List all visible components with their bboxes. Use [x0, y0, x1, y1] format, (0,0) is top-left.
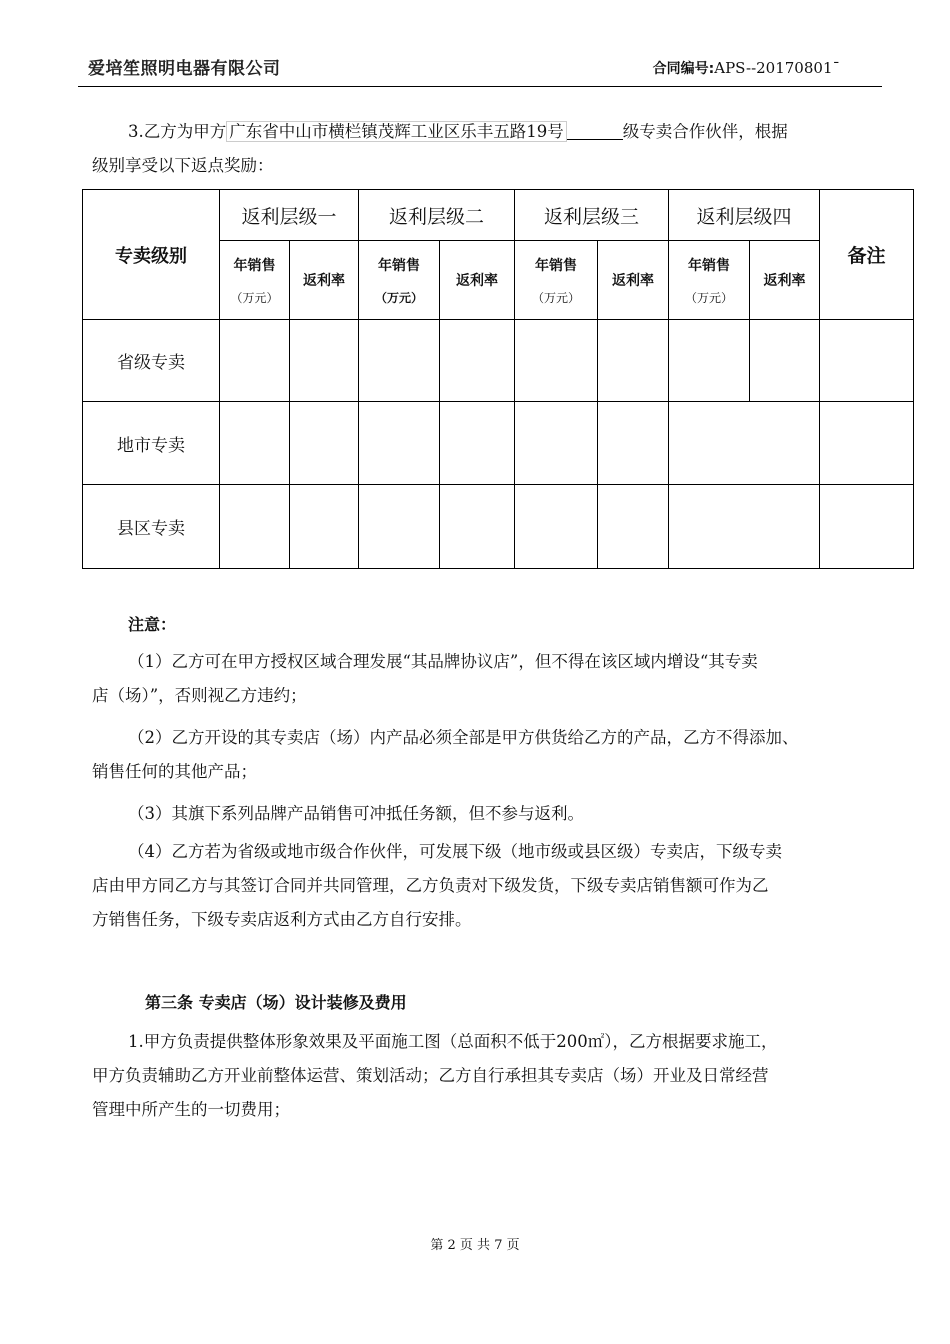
- rebate-table: [82, 189, 914, 569]
- clause-3: 3.乙方为甲方 广东省中山市横栏镇茂辉工业区乐丰五路19号 级专卖合作伙伴，根据 级别享受以下返点奖励：: [92, 122, 788, 175]
- table-cell: [290, 320, 359, 402]
- table-cell: [220, 402, 290, 485]
- sales-header: 年销售 （万元）: [669, 241, 750, 320]
- table-cell: [359, 320, 440, 402]
- table-cell: [820, 320, 914, 402]
- table-cell: [669, 320, 750, 402]
- tier-2-header: 返利层级二: [359, 190, 515, 241]
- article-3-paragraph-1: 1.甲方负责提供整体形象效果及平面施工图（总面积不低于200㎡），乙方根据要求施工， 甲方负责辅助乙方开业前整体运营、策划活动；乙方自行承担其专卖店（场）开业及日常经营 管理中所产生的一切费用；: [92, 1032, 778, 1119]
- row-label: 地市专卖: [83, 402, 220, 485]
- sales-header: 年销售 （万元）: [359, 241, 440, 320]
- note-1: （1）乙方可在甲方授权区域合理发展“其品牌协议店”，但不得在该区域内增设“其专卖 店（场）”，否则视乙方违约；: [92, 652, 758, 705]
- table-cell: [515, 320, 598, 402]
- table-cell: [359, 402, 440, 485]
- row-label: 县区专卖: [83, 485, 220, 569]
- remark-header: 备注: [820, 190, 914, 320]
- note-2: （2）乙方开设的其专卖店（场）内产品必须全部是甲方供货给乙方的产品，乙方不得添加、 销售任何的其他产品；: [92, 728, 799, 781]
- table-row: [83, 402, 914, 485]
- contract-label: 合同编号:: [652, 61, 715, 77]
- table-cell: [440, 320, 515, 402]
- table-cell: [669, 402, 820, 485]
- notes-title: 注意：: [128, 615, 177, 634]
- note-4: （4）乙方若为省级或地市级合作伙伴，可发展下级（地市级或县区级）专卖店，下级专卖 店由甲方同乙方与其签订合同并共同管理，乙方负责对下级发货，下级专卖店销售额可作为乙 方销售任务，下级专卖店返利方式由乙方自行安排。: [92, 842, 782, 929]
- rate-header: 返利率: [598, 241, 669, 320]
- contract-number-suffix: ¯: [832, 59, 840, 77]
- table-cell: [515, 485, 598, 569]
- table-cell: [750, 320, 820, 402]
- rate-header: 返利率: [290, 241, 359, 320]
- level-header: 专卖级别: [83, 190, 220, 320]
- table-row: [83, 485, 914, 569]
- article-3-title: 第三条 专卖店（场）设计装修及费用: [145, 993, 407, 1012]
- table-cell: [290, 402, 359, 485]
- table-cell: [515, 402, 598, 485]
- level-blank: [567, 121, 623, 140]
- page-footer: 第 2 页 共 7 页: [430, 1238, 520, 1253]
- table-cell: [669, 485, 820, 569]
- table-cell: [598, 485, 669, 569]
- authorized-address: 广东省中山市横栏镇茂辉工业区乐丰五路19号: [226, 121, 567, 142]
- company-name: 爱培笙照明电器有限公司: [88, 59, 281, 79]
- table-cell: [598, 320, 669, 402]
- table-cell: [359, 485, 440, 569]
- rate-header: 返利率: [440, 241, 515, 320]
- table-cell: [440, 402, 515, 485]
- sales-header: 年销售 （万元）: [220, 241, 290, 320]
- table-cell: [820, 485, 914, 569]
- table-cell: [440, 485, 515, 569]
- table-cell: [290, 485, 359, 569]
- tier-1-header: 返利层级一: [220, 190, 359, 241]
- tier-4-header: 返利层级四: [669, 190, 820, 241]
- table-cell: [220, 485, 290, 569]
- contract-number-value: APS--20170801: [714, 59, 833, 77]
- table-row: [83, 320, 914, 402]
- note-3: （3）其旗下系列品牌产品销售可冲抵任务额，但不参与返利。: [128, 804, 584, 823]
- table-cell: [220, 320, 290, 402]
- contract-number: [653, 58, 840, 78]
- page-header: [78, 50, 882, 87]
- sales-header: 年销售 （万元）: [515, 241, 598, 320]
- table-cell: [820, 402, 914, 485]
- row-label: 省级专卖: [83, 320, 220, 402]
- tier-3-header: 返利层级三: [515, 190, 669, 241]
- rate-header: 返利率: [750, 241, 820, 320]
- table-cell: [598, 402, 669, 485]
